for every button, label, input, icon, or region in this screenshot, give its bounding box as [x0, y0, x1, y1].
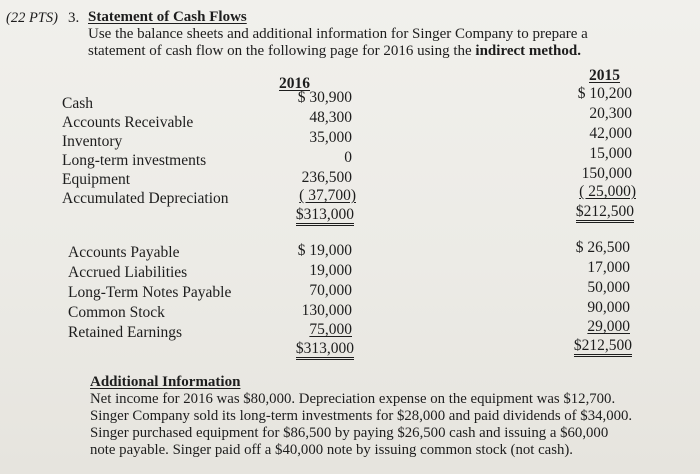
row-label: Inventory	[62, 133, 123, 150]
value-2016: 48,300	[309, 109, 352, 126]
row-label: Long-term investments	[62, 152, 207, 169]
total-2016: $313,000	[296, 341, 354, 360]
column-header-2016: 2016	[279, 75, 310, 92]
total-2015: $212,500	[574, 338, 632, 357]
intro-line-1: Use the balance sheets and additional information for Singer Company to prepare a	[88, 26, 588, 42]
column-header-2015: 2015	[589, 67, 620, 84]
additional-line: Singer purchased equipment for $86,500 by paying $26,500 cash and issuing a $60,000	[90, 425, 609, 441]
row-label: Equipment	[62, 171, 131, 188]
row-label: Accounts Receivable	[62, 114, 194, 131]
value-2016: 236,500	[301, 169, 352, 186]
value-2015: 50,000	[587, 279, 630, 296]
value-2015: 29,000	[587, 318, 630, 335]
total-2016: $313,000	[296, 207, 354, 226]
value-2016: ( 37,700)	[299, 187, 356, 204]
row-label: Common Stock	[68, 304, 165, 321]
problem-title: Statement of Cash Flows	[88, 9, 247, 25]
value-2015: 17,000	[587, 259, 630, 276]
additional-line: note payable. Singer paid off a $40,000 note by issuing common stock (not cash).	[90, 442, 574, 458]
additional-line: Net income for 2016 was $80,000. Depreciation expense on the equipment was $12,700.	[90, 391, 616, 407]
additional-line: Singer Company sold its long-term investments for $28,000 and paid dividends of $34,000.	[90, 408, 633, 424]
value-2016: $ 30,900	[297, 89, 352, 106]
row-label: Cash	[62, 95, 93, 112]
value-2015: ( 25,000)	[579, 183, 636, 200]
row-label: Accumulated Depreciation	[62, 190, 229, 207]
value-2016: 0	[344, 149, 352, 166]
value-2015: 20,300	[589, 105, 632, 122]
value-2015: $ 10,200	[577, 85, 632, 102]
row-label: Accrued Liabilities	[68, 264, 188, 281]
problem-number: 3.	[68, 10, 80, 26]
total-2015: $212,500	[576, 204, 634, 223]
points-label: (22 PTS)	[6, 10, 58, 26]
value-2015: 90,000	[587, 299, 630, 316]
value-2015: 150,000	[581, 165, 632, 182]
value-2015: 15,000	[589, 145, 632, 162]
intro-line-2: statement of cash flow on the following page for 2016 using the indirect method.	[88, 43, 581, 59]
value-2016: $ 19,000	[297, 242, 352, 259]
value-2016: 130,000	[301, 302, 352, 319]
row-label: Retained Earnings	[68, 324, 183, 341]
value-2016: 70,000	[309, 282, 352, 299]
value-2016: 35,000	[309, 129, 352, 146]
value-2015: $ 26,500	[575, 239, 630, 256]
row-label: Accounts Payable	[68, 244, 180, 261]
value-2016: 19,000	[309, 262, 352, 279]
value-2015: 42,000	[589, 125, 632, 142]
additional-heading: Additional Information	[90, 374, 241, 390]
value-2016: 75,000	[309, 321, 352, 338]
row-label: Long-Term Notes Payable	[68, 284, 232, 301]
